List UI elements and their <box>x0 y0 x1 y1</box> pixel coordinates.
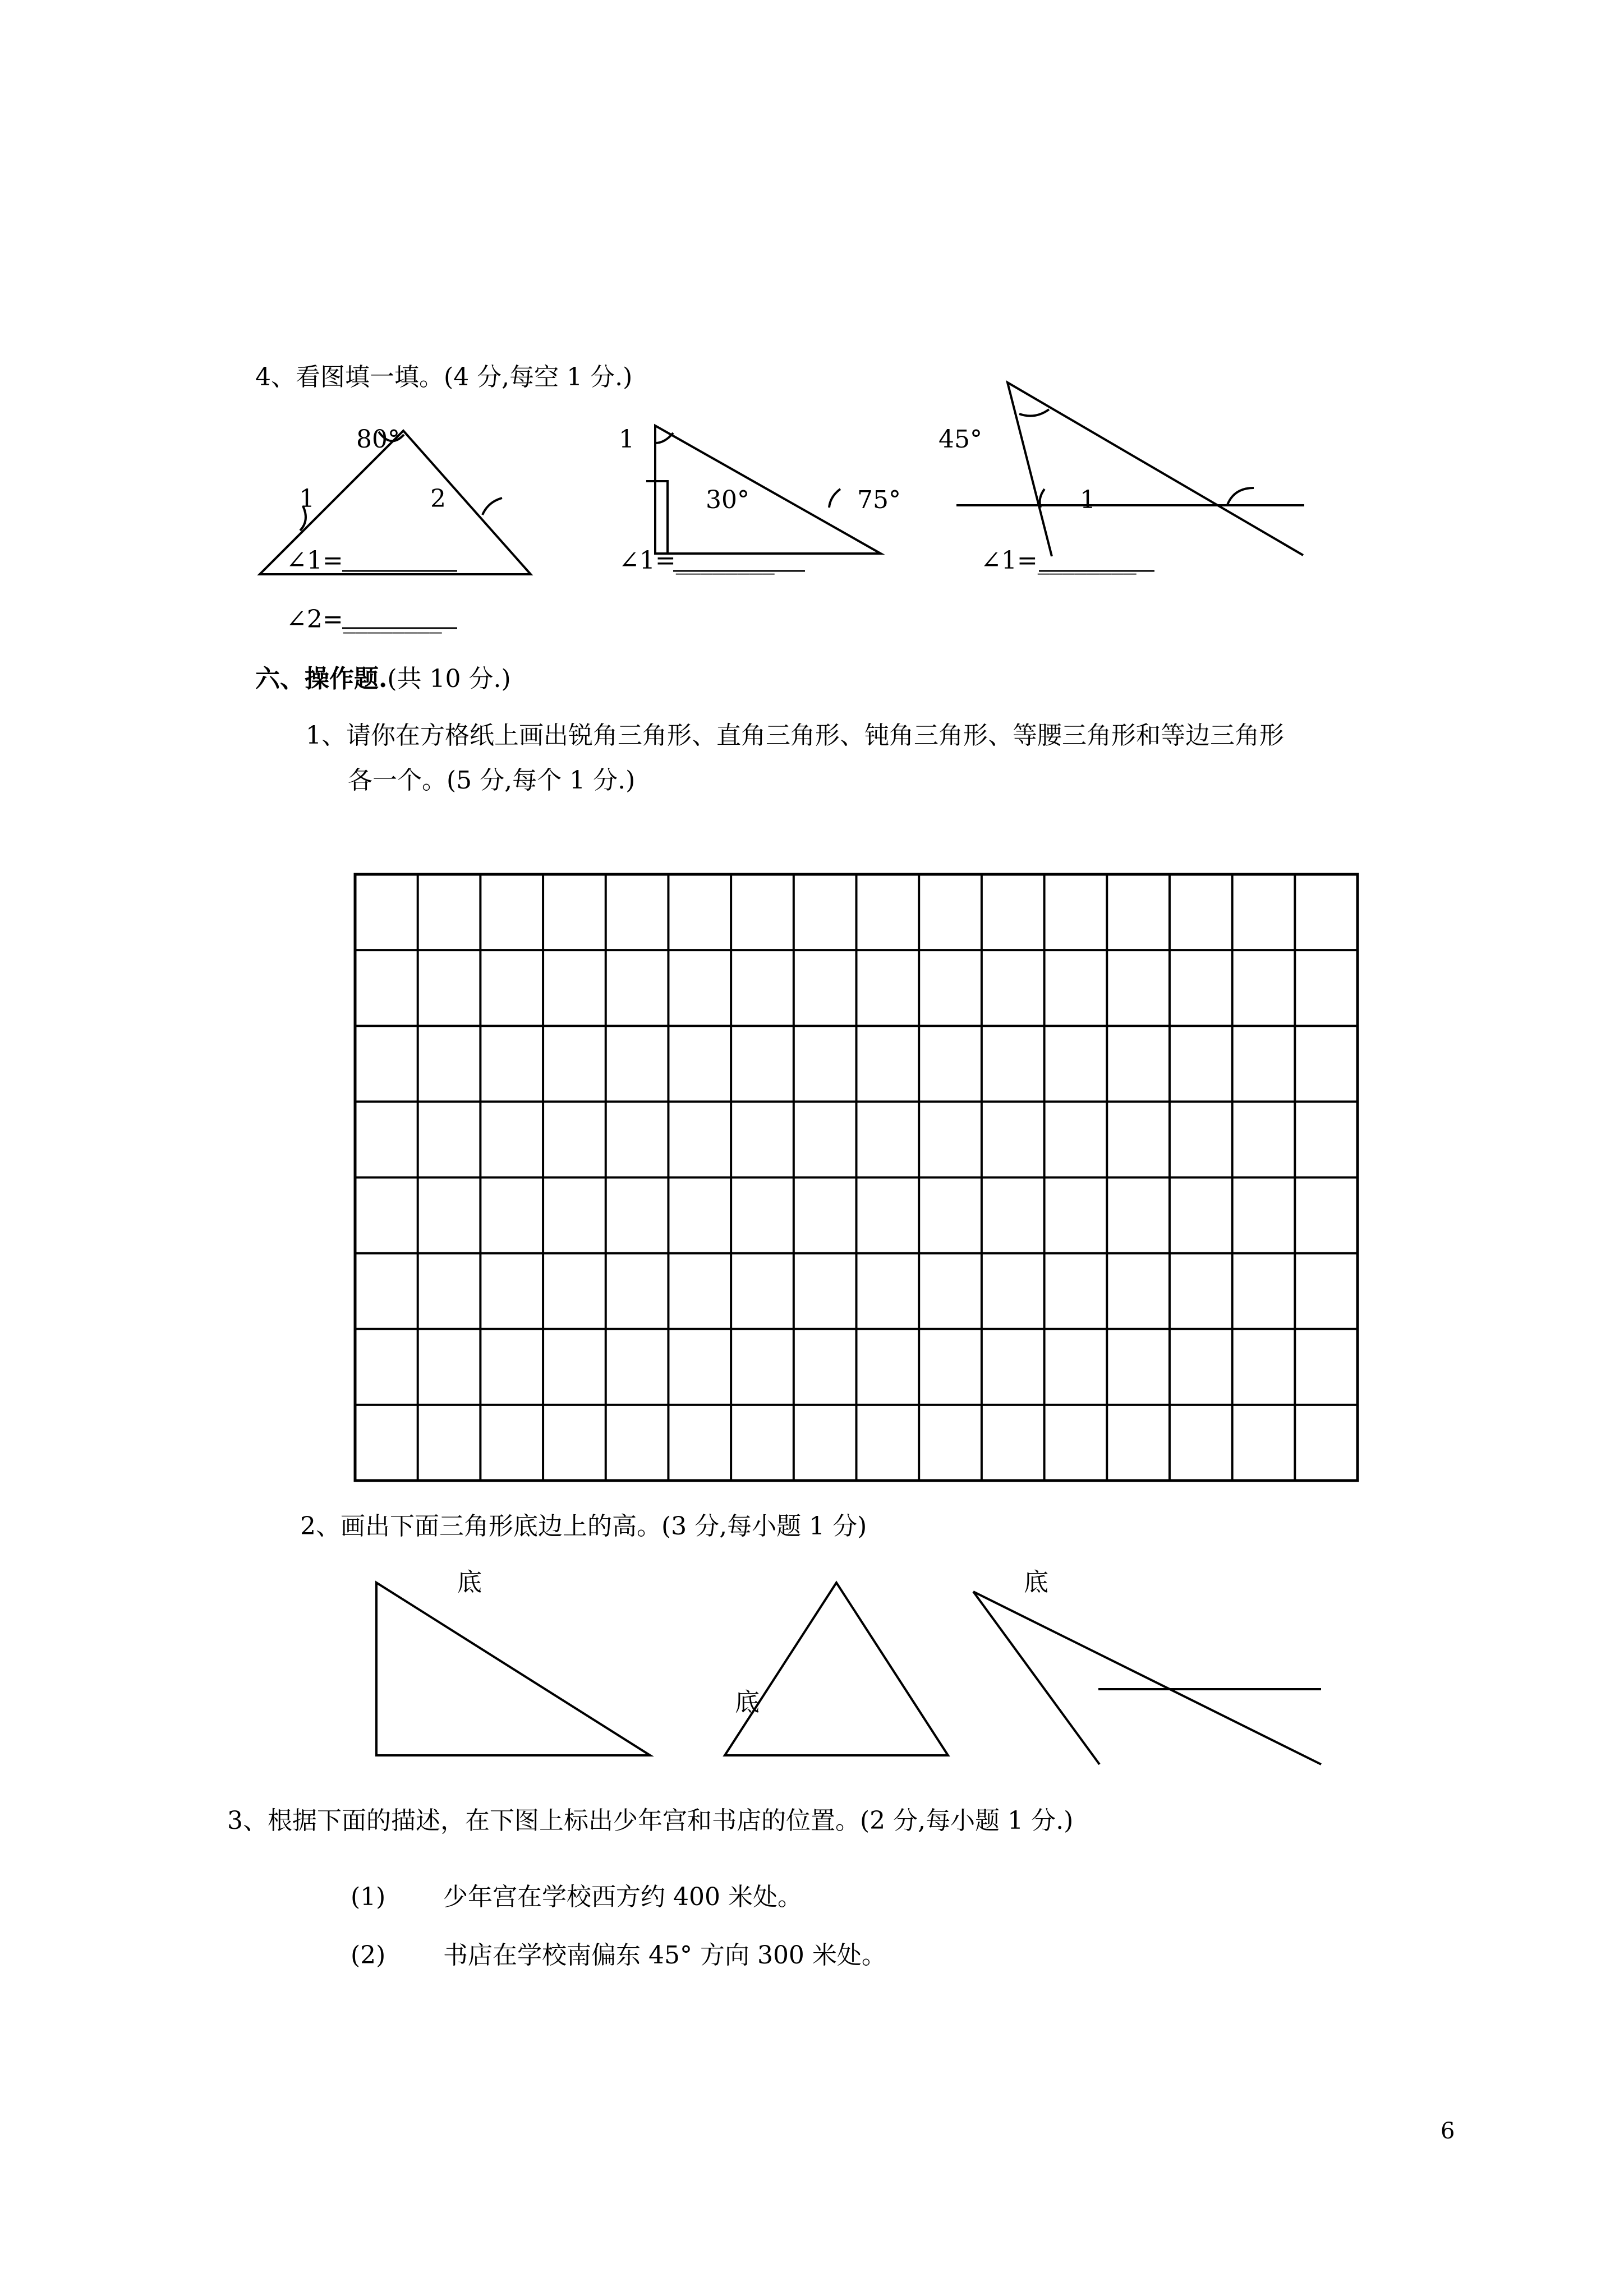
op3-item1-number: (1) <box>351 1883 386 1911</box>
q4-fig3-angle-arc-45 <box>1019 409 1049 416</box>
q4-fig3-blank-1: ∠1=________ <box>981 546 1137 575</box>
op1-text-line2: 各一个。(5 分,每个 1 分.) <box>348 766 636 795</box>
op2-obtuse-side-a <box>973 1592 1099 1764</box>
q4-fig2-angle-30-label: 30° <box>706 486 749 514</box>
q4-fig2-blank-1: ∠1=________ <box>619 546 775 575</box>
op2-base-label-2: 底 <box>735 1688 760 1717</box>
q4-fig1-angle-80-label: 80° <box>356 425 400 454</box>
op2-base-label-3: 底 <box>1024 1568 1048 1597</box>
op3-item1-text: 少年宫在学校西方约 400 米处。 <box>443 1883 802 1911</box>
q4-title: 4、看图填一填。(4 分,每空 1 分.) <box>255 363 633 391</box>
section6-title-rest: (共 10 分.) <box>387 665 511 693</box>
q4-fig2-angle-arc-1 <box>655 433 673 443</box>
q4-fig3-lines <box>1007 382 1303 556</box>
op2-title: 2、画出下面三角形底边上的高。(3 分,每小题 1 分) <box>300 1512 867 1541</box>
section6-title <box>255 667 511 691</box>
q4-triangle-2 <box>655 426 881 554</box>
q4-fig1-blank-1: ∠1=________ <box>286 546 442 575</box>
op3-item2-number: (2) <box>351 1941 386 1970</box>
q4-fig3-angle-45-label: 45° <box>938 425 982 454</box>
q4-fig2-angle-75-label: 75° <box>857 486 901 514</box>
op2-obtuse-side-b <box>973 1592 1321 1764</box>
q4-fig1-angle-2-label: 2 <box>430 485 446 513</box>
section6-title-bold: 六、操作题. <box>255 665 388 693</box>
op2-base-label-1: 底 <box>457 1568 482 1597</box>
op2-right-triangle <box>376 1583 650 1755</box>
q4-fig3-angle-1-label: 1 <box>1080 486 1096 514</box>
square-grid-paper <box>355 874 1358 1481</box>
q4-fig2-right-angle-mark <box>646 481 668 554</box>
q4-fig1-angle-arc-2 <box>482 498 502 515</box>
op2-acute-triangle <box>725 1583 948 1755</box>
q4-fig2-angle-1-label: 1 <box>619 425 634 454</box>
q4-fig2-angle-arc-75 <box>829 489 840 508</box>
q4-fig1-blank-2: ∠2=________ <box>286 605 442 634</box>
page-number: 6 <box>1441 2118 1455 2144</box>
q4-fig1-angle-1-label: 1 <box>299 485 315 513</box>
q4-fig3-angle-arc-right <box>1227 488 1254 505</box>
op3-item2-text: 书店在学校南偏东 45° 方向 300 米处。 <box>443 1941 886 1970</box>
op3-title: 3、根据下面的描述，在下图上标出少年宫和书店的位置。(2 分,每小题 1 分.) <box>227 1806 1074 1835</box>
op1-text-line1: 1、请你在方格纸上画出锐角三角形、直角三角形、钝角三角形、等腰三角形和等边三角形 <box>306 721 1284 750</box>
